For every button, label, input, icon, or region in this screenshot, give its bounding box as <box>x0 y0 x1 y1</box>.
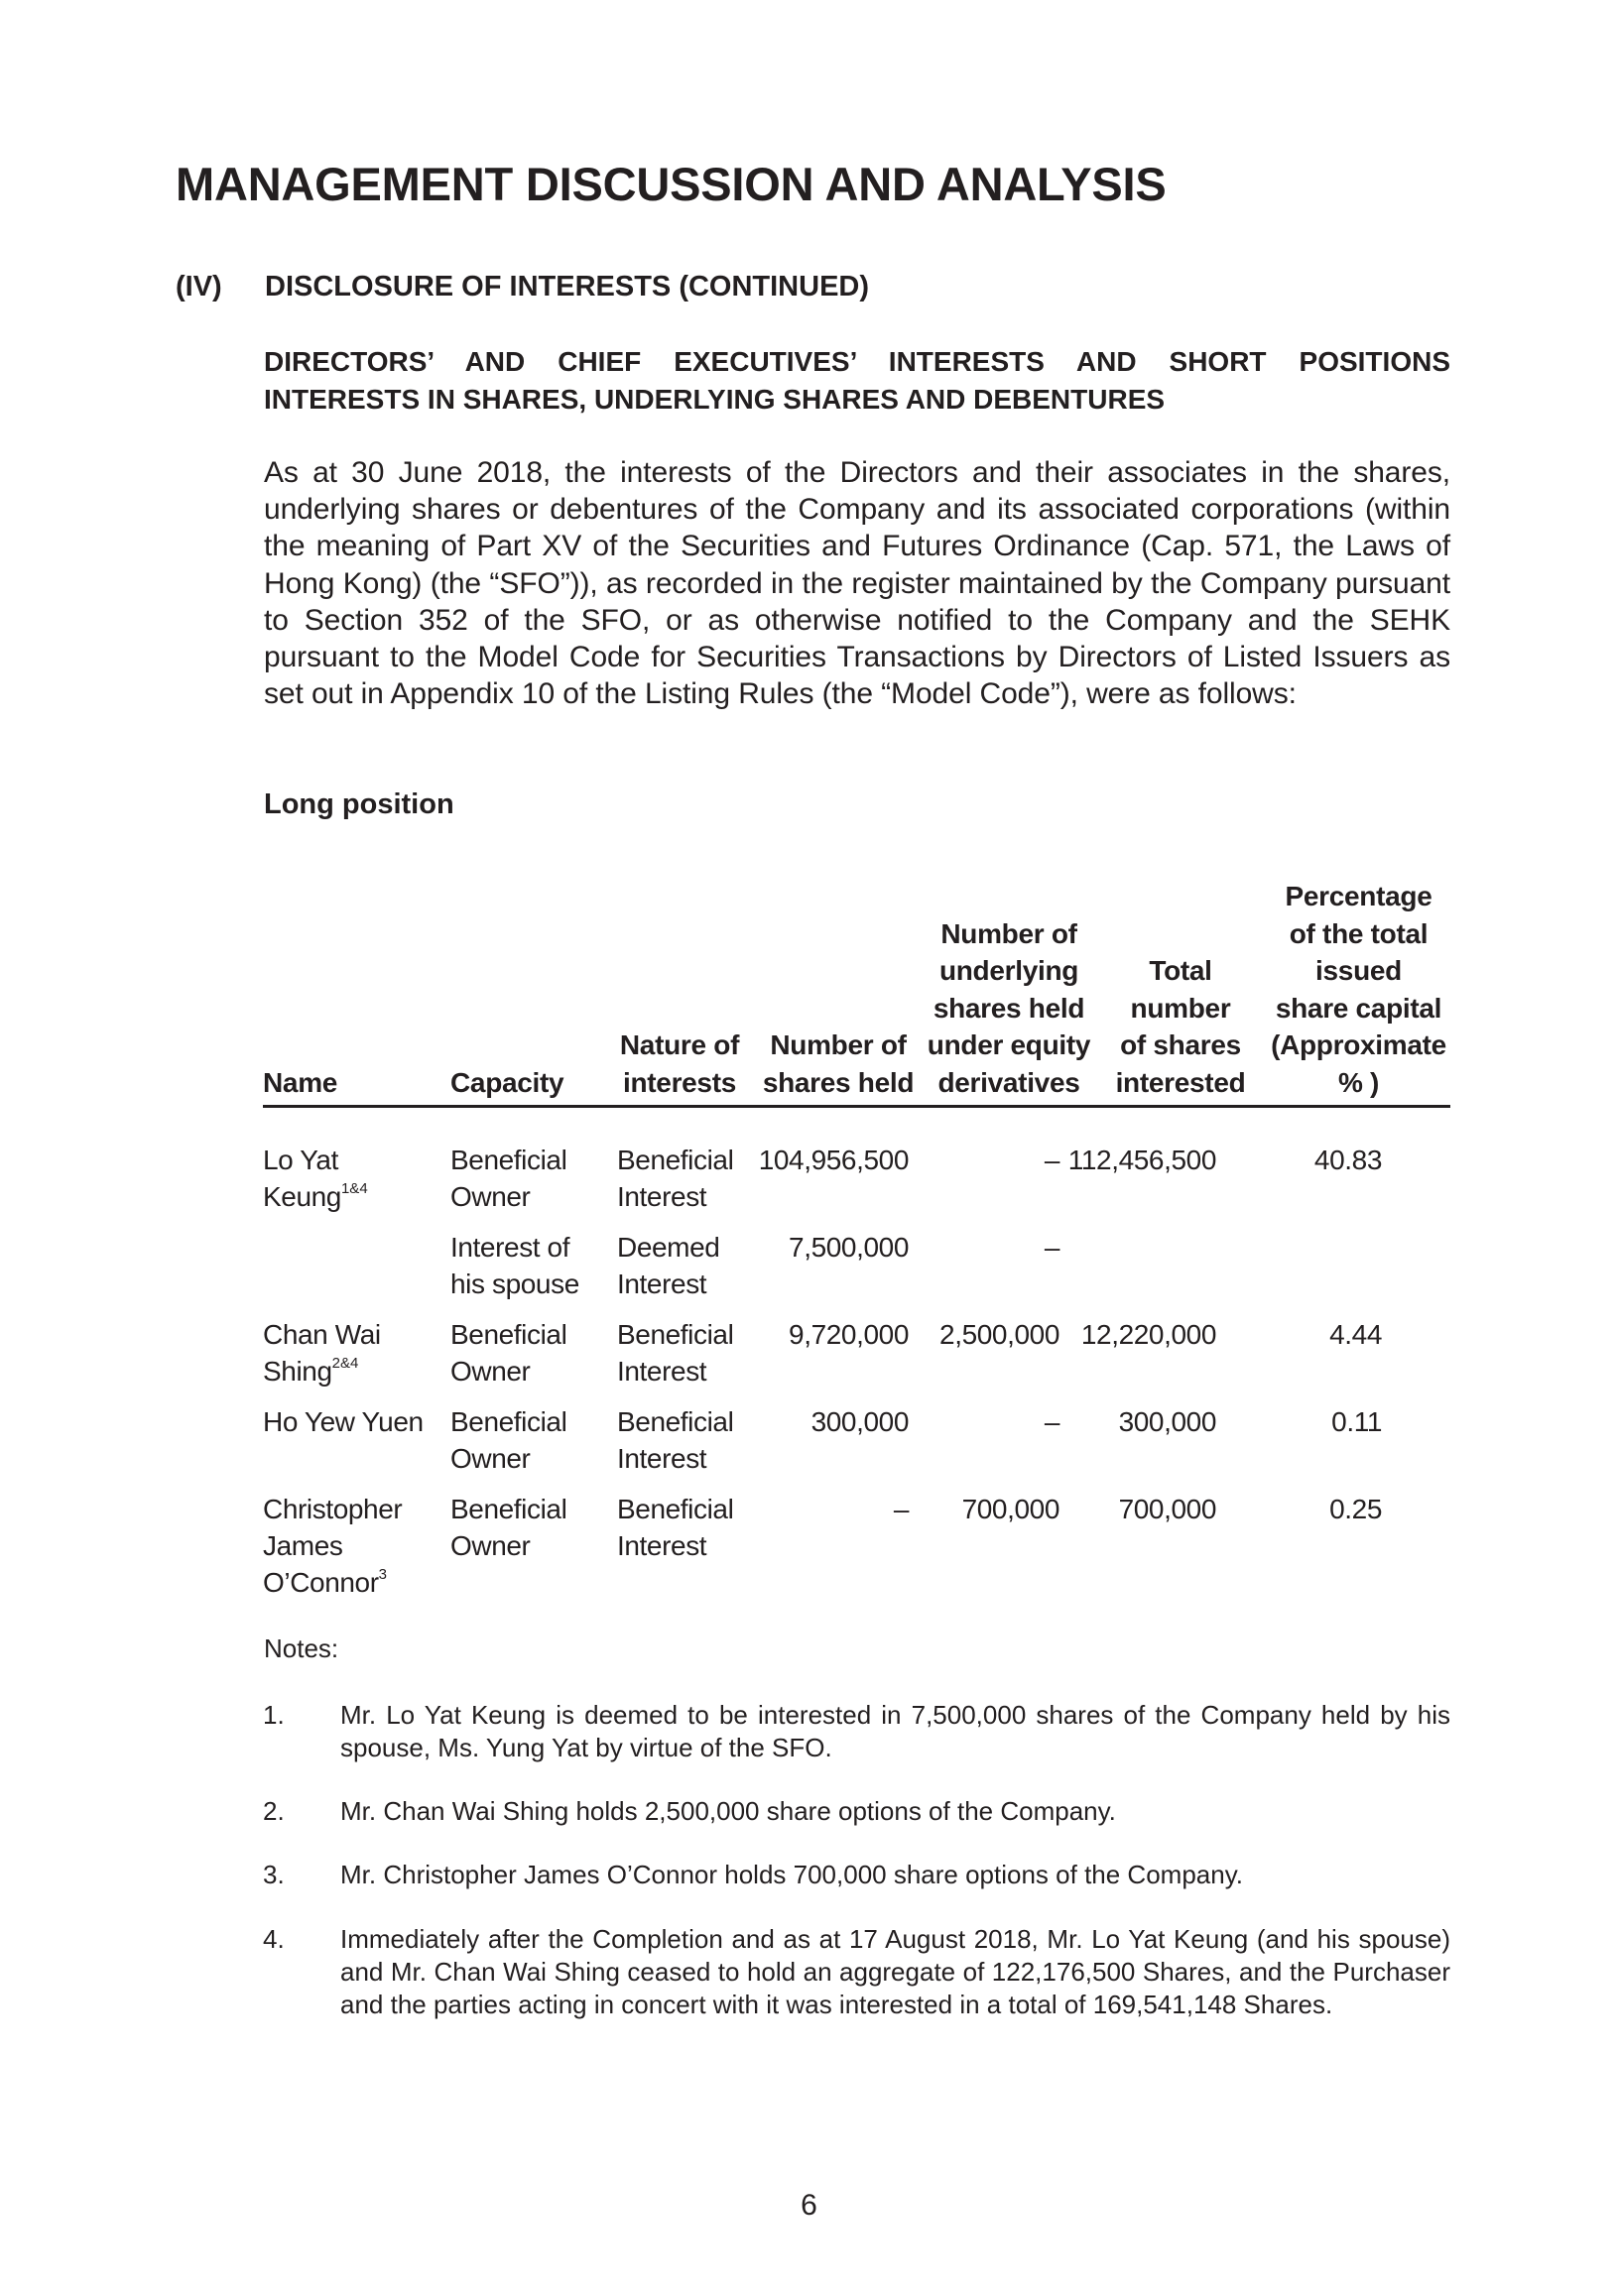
col-header-percentage: Percentage of the total issued share capital (Approximate % ) <box>1271 881 1446 1098</box>
cell-underlying-shares: – <box>1044 1145 1059 1175</box>
col-header-nature: Nature of interests <box>619 1029 740 1098</box>
notes-label: Notes: <box>264 1633 339 1663</box>
note-text: Immediately after the Completion and as at 17 August 2018, Mr. Lo Yat Keung (and his spouse) and Mr. Chan Wai Shing ceased to hold an aggregate of 122,176,500 Shares, and the Purchaser and the parties acting in concert with it was interested in a total of 169,541,148 Shares. <box>340 1924 1450 2019</box>
cell-capacity: Interest of his spouse <box>450 1232 579 1299</box>
cell-capacity: Beneficial Owner <box>450 1145 567 1212</box>
cell-shares-held: 300,000 <box>810 1406 909 1437</box>
cell-capacity: Beneficial Owner <box>450 1406 567 1474</box>
page-title: MANAGEMENT DISCUSSION AND ANALYSIS <box>176 158 1167 210</box>
interests-table <box>263 873 1450 1598</box>
cell-name: Chan Wai Shing$^{2\&4}$ <box>263 1319 381 1387</box>
note-item <box>263 1795 1450 1828</box>
note-text: Mr. Chan Wai Shing holds 2,500,000 share options of the Company. <box>340 1796 1116 1826</box>
cell-percentage: 4.44 <box>1329 1319 1382 1350</box>
cell-underlying-shares: 2,500,000 <box>939 1319 1059 1350</box>
cell-underlying-shares: – <box>1044 1232 1059 1263</box>
col-header-shares-held: Number of shares held <box>762 1029 915 1098</box>
cell-nature: Beneficial Interest <box>617 1319 734 1387</box>
note-number: 1. <box>263 1700 285 1730</box>
cell-name: Ho Yew Yuen <box>263 1406 424 1437</box>
cell-underlying-shares: 700,000 <box>961 1494 1059 1524</box>
intro-paragraph: As at 30 June 2018, the interests of the Directors and their associates in the shares, underlying shares or debentures of the Company and its associated corporations (within the meaning of Part XV of the Securities and Futures Ordinance (Cap. 571, the Laws of Hong Kong) (the “SFO”)), as recorded in the register maintained by the Company pursuant to Section 352 of the SFO, or as otherwise notified to the Company and the SEHK pursuant to the Model Code for Securities Transactions by Directors of Listed Issuers as set out in Appendix 10 of the Listing Rules (the “Model Code”), were as follows: <box>264 456 1450 711</box>
cell-name: Lo Yat Keung$^{1\&4}$ <box>263 1145 368 1212</box>
cell-total-shares: 112,456,500 <box>1067 1145 1216 1175</box>
note-item <box>263 1859 1450 1891</box>
table-header <box>263 873 1450 1108</box>
section-title: DISCLOSURE OF INTERESTS (CONTINUED) <box>265 271 870 302</box>
cell-total-shares: 700,000 <box>1118 1494 1216 1524</box>
col-header-capacity: Capacity <box>450 1066 564 1098</box>
section-number: (IV) <box>176 271 222 302</box>
cell-capacity: Beneficial Owner <box>450 1319 567 1387</box>
cell-percentage: 0.11 <box>1331 1406 1382 1437</box>
note-number: 4. <box>263 1924 285 1954</box>
note-text: Mr. Lo Yat Keung is deemed to be interested in 7,500,000 shares of the Company held by his spouse, Ms. Yung Yat by virtue of the SFO. <box>340 1700 1450 1762</box>
col-header-total-shares: Total number of shares interested <box>1115 955 1246 1098</box>
cell-nature: Beneficial Interest <box>617 1145 734 1212</box>
cell-shares-held: 104,956,500 <box>758 1145 909 1175</box>
table-title: Long position <box>264 788 454 820</box>
cell-underlying-shares: – <box>1044 1406 1059 1437</box>
note-item <box>263 1699 1450 1764</box>
cell-percentage: 0.25 <box>1329 1494 1382 1524</box>
col-header-name: Name <box>263 1066 338 1098</box>
note-number: 3. <box>263 1860 285 1889</box>
cell-nature: Deemed Interest <box>617 1232 720 1299</box>
cell-total-shares: 300,000 <box>1118 1406 1216 1437</box>
note-text: Mr. Christopher James O’Connor holds 700,000 share options of the Company. <box>340 1860 1243 1889</box>
cell-capacity: Beneficial Owner <box>450 1494 567 1561</box>
cell-nature: Beneficial Interest <box>617 1406 734 1474</box>
col-header-underlying-shares: Number of underlying shares held under equity derivatives <box>927 917 1091 1098</box>
cell-shares-held: 9,720,000 <box>789 1319 909 1350</box>
note-item <box>263 1923 1450 2021</box>
subsection-heading-line-2: INTERESTS IN SHARES, UNDERLYING SHARES AND DEBENTURES <box>264 384 1166 415</box>
cell-shares-held: 7,500,000 <box>789 1232 909 1263</box>
page-number: 6 <box>801 2189 817 2222</box>
cell-shares-held: – <box>893 1494 909 1524</box>
cell-nature: Beneficial Interest <box>617 1494 734 1561</box>
subsection-heading-line-1: DIRECTORS’ AND CHIEF EXECUTIVES’ INTERESTS AND SHORT POSITIONS <box>264 346 1450 377</box>
cell-percentage: 40.83 <box>1313 1145 1382 1175</box>
subsection-heading <box>264 343 1450 419</box>
cell-total-shares: 12,220,000 <box>1080 1319 1216 1350</box>
cell-name: Christopher James O’Connor$^3$ <box>263 1494 403 1598</box>
note-number: 2. <box>263 1796 285 1826</box>
